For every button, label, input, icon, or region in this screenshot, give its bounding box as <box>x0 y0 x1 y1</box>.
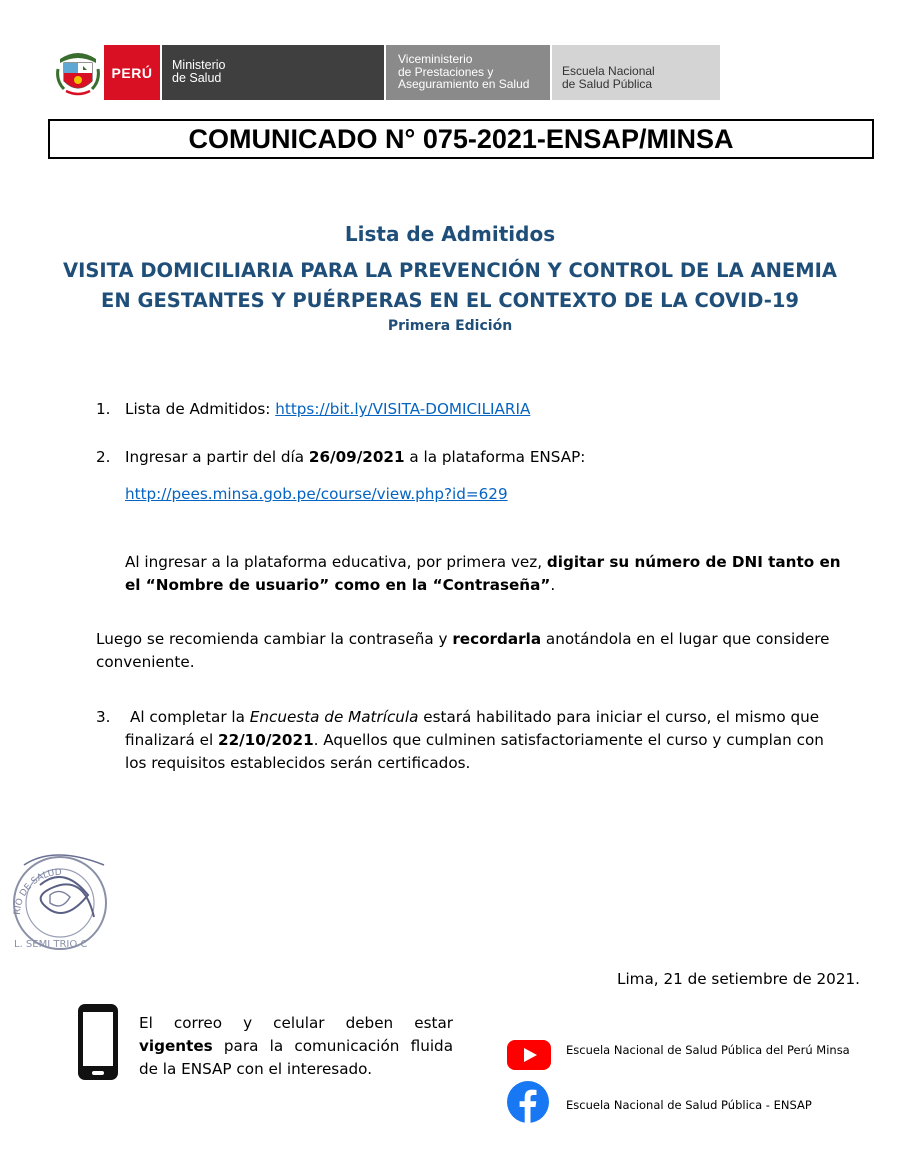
contact-note <box>139 1012 453 1058</box>
item-2-number: 2. <box>96 448 111 466</box>
subtitle-line2: VISITA DOMICILIARIA PARA LA PREVENCIÓN Y CONTROL DE LA ANEMIA <box>63 259 837 282</box>
item-3-l1-a: Al completar la <box>130 708 250 726</box>
contact-note-l3: de la ENSAP con el interesado. <box>139 1060 373 1078</box>
login-instructions <box>125 551 875 597</box>
contact-note-l2: para la comunicación fluida <box>212 1037 453 1055</box>
stamp-ring-text: RIO DE SALUD <box>12 867 62 916</box>
login-text-b: digitar su número de DNI tanto en <box>546 553 841 571</box>
password-recommendation <box>96 628 876 674</box>
pw-text-a: Luego se recomienda cambiar la contraseña y <box>96 630 453 648</box>
pw-text-c: anotándola en el lugar que considere <box>541 630 830 648</box>
escuela-line1: Escuela Nacional <box>562 64 655 78</box>
admitidos-link[interactable]: https://bit.ly/VISITA-DOMICILIARIA <box>275 400 531 418</box>
item-2-text-c: a la plataforma ENSAP: <box>404 448 586 466</box>
end-date: 22/10/2021 <box>218 731 314 749</box>
item-3-l2-a: finalizará el <box>125 731 218 749</box>
contact-note-bold: vigentes <box>139 1037 213 1055</box>
item-3-l3: los requisitos establecidos serán certificados. <box>125 754 471 772</box>
edition-label: Primera Edición <box>387 318 513 334</box>
vice-line1: Viceministerio <box>398 52 473 66</box>
item-1-text: Lista de Admitidos: <box>125 400 276 418</box>
subtitle-heading <box>0 256 900 316</box>
escuela-line2: de Salud Pública <box>562 76 653 91</box>
ministerio-line2: de Salud <box>172 71 222 85</box>
vice-line3: Aseguramiento en Salud <box>398 77 530 91</box>
document-date: Lima, 21 de setiembre de 2021. <box>617 970 860 988</box>
item-3-l1-c: estará habilitado para iniciar el curso, el mismo que <box>418 708 820 726</box>
pw-text-b: recordarla <box>452 630 542 648</box>
youtube-channel-name[interactable]: Escuela Nacional de Salud Pública del Perú Minsa <box>566 1043 850 1057</box>
item-2 <box>125 446 585 469</box>
vice-line2: de Prestaciones y <box>398 64 494 79</box>
peru-label: PERÚ <box>104 45 160 100</box>
login-text-a: Al ingresar a la plataforma educativa, por primera vez, <box>125 553 547 571</box>
ministerio-line1: Ministerio <box>172 58 226 72</box>
youtube-icon[interactable] <box>507 1038 551 1072</box>
mobile-phone-icon <box>76 1002 120 1082</box>
viceministerio-block <box>386 45 550 100</box>
item-1-number: 1. <box>96 400 111 418</box>
subtitle-line1: Lista de Admitidos <box>344 222 556 246</box>
document-title: COMUNICADO N° 075-2021-ENSAP/MINSA <box>48 119 874 159</box>
contact-note-l1: El correo y celular deben estar <box>139 1014 453 1032</box>
peru-coat-of-arms-icon <box>56 49 100 97</box>
item-3-l2-c: . Aquellos que culminen satisfactoriamente el curso y cumplan con <box>313 731 824 749</box>
subtitle-line3: EN GESTANTES Y PUÉRPERAS EN EL CONTEXTO DE LA COVID-19 <box>101 289 799 312</box>
login-text-d: . <box>550 576 556 594</box>
official-stamp-signature <box>4 825 116 955</box>
start-date: 26/09/2021 <box>308 448 405 466</box>
login-text-c: el “Nombre de usuario” como en la “Contraseña” <box>125 576 551 594</box>
stamp-name: L. SEMI TRIO C <box>14 939 88 950</box>
item-1 <box>125 398 530 421</box>
item-2-text-a: Ingresar a partir del día <box>125 448 309 466</box>
header-banner <box>56 45 676 100</box>
ministerio-block <box>162 45 384 100</box>
item-3 <box>125 706 885 775</box>
pw-text-d: conveniente. <box>96 653 195 671</box>
facebook-icon[interactable] <box>507 1081 549 1123</box>
facebook-page-name[interactable]: Escuela Nacional de Salud Pública - ENSAP <box>566 1098 812 1112</box>
item-3-number: 3. <box>96 708 111 726</box>
item-3-l1-b: Encuesta de Matrícula <box>249 708 419 726</box>
platform-link[interactable]: http://pees.minsa.gob.pe/course/view.php?id=629 <box>125 485 508 503</box>
escuela-block <box>552 45 720 100</box>
